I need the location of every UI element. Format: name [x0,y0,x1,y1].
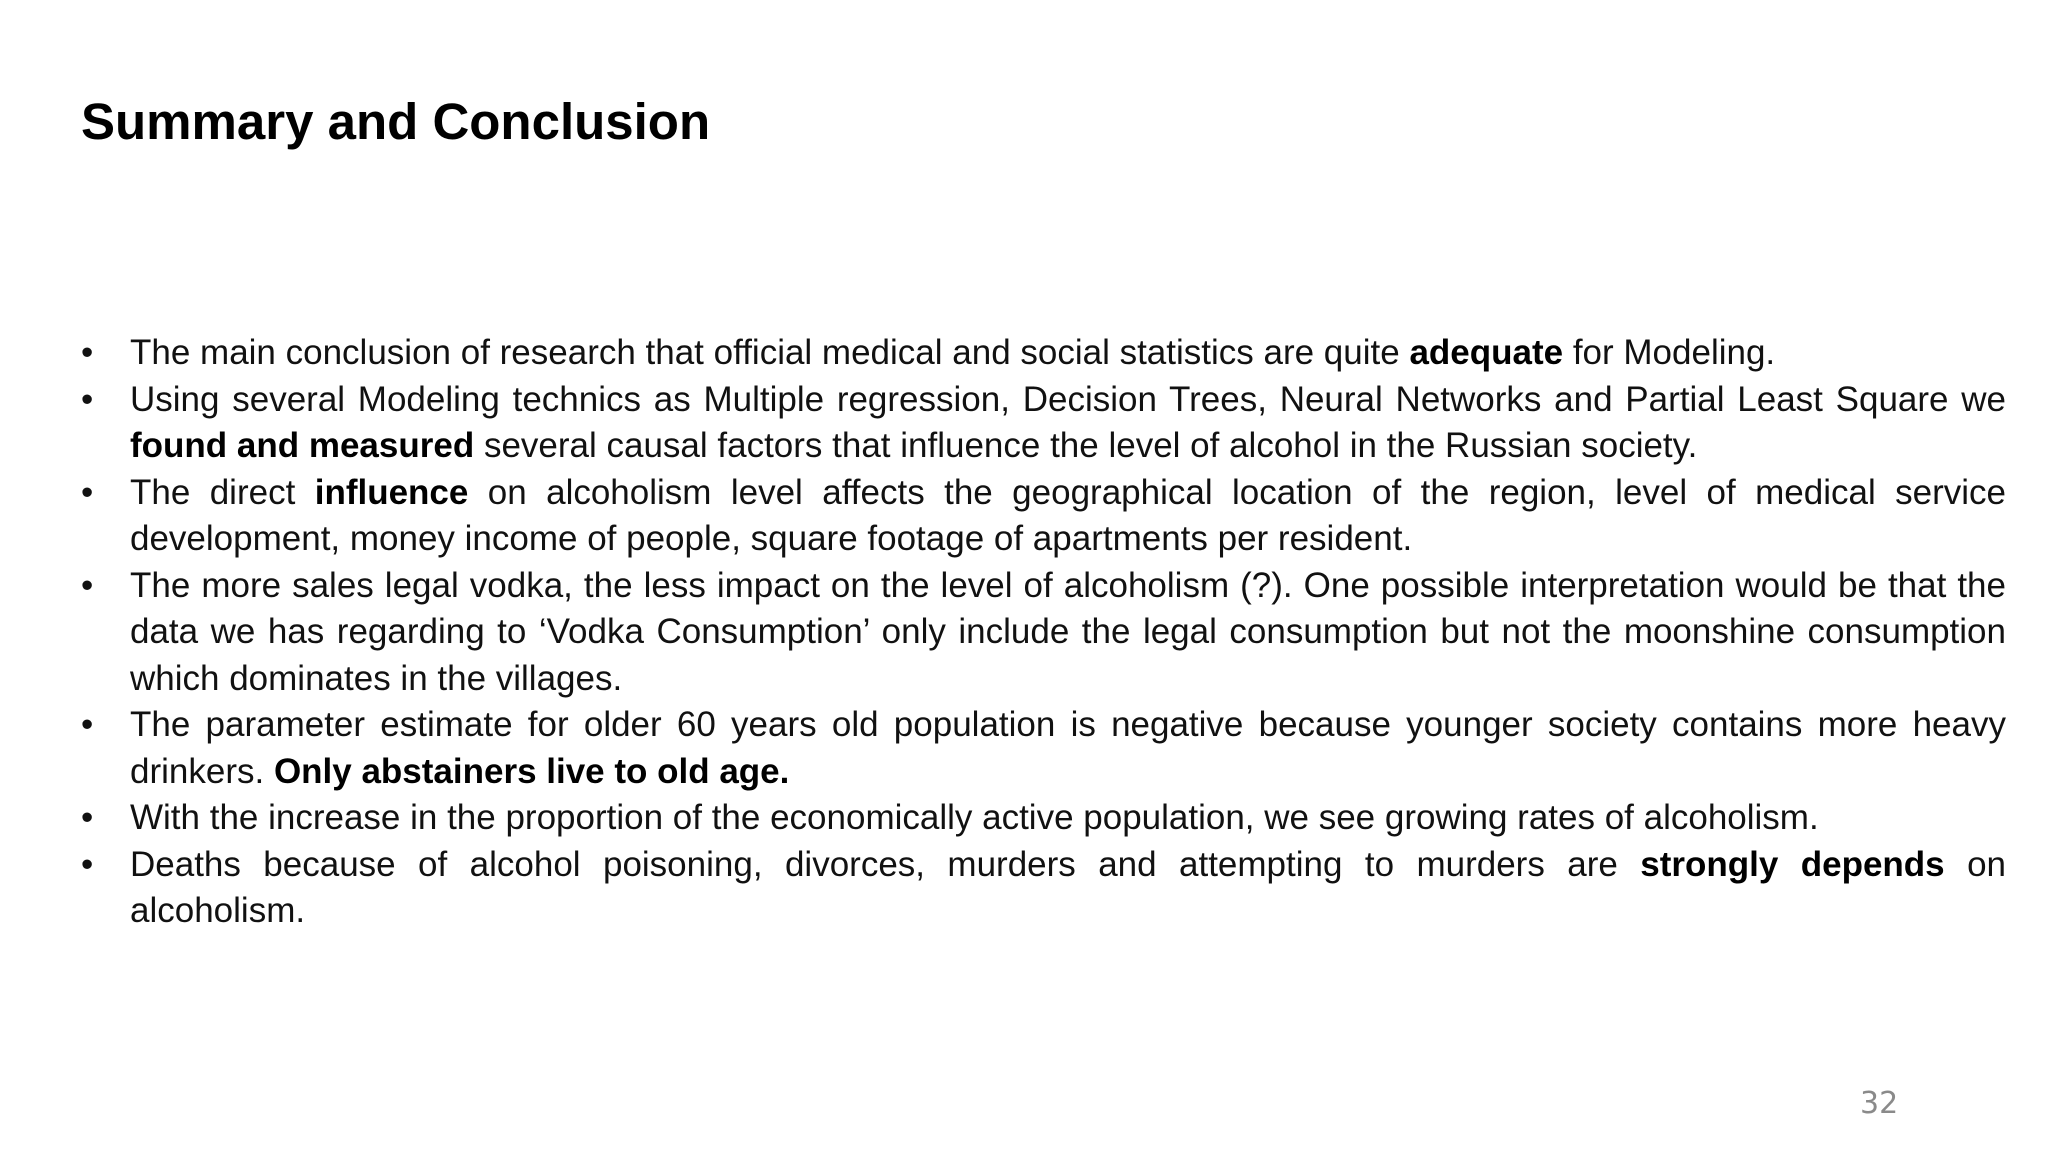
bullet-text-segment: for Modeling. [1563,333,1776,372]
bullet-item [81,470,2006,563]
bullet-text-segment: Deaths because of alcohol poisoning, divorces, murders and attempting to murders are [130,844,1641,884]
bullet-icon: • [81,379,94,419]
bullet-text-segment: on alcoholism. [130,844,2007,930]
bullet-text-segment: The more sales legal vodka, the less impact on the level of alcoholism (?). One possible interpretation would be that the data we has regarding to ‘Vodka Consumption’ only include the legal consumption but not the moonshine consumption which dominates in the villages. [130,565,2006,698]
bullet-icon: • [81,705,94,744]
slide-title: Summary and Conclusion [81,93,711,150]
bullet-item [81,702,2006,795]
bullet-list [81,330,2006,935]
bullet-item [81,563,2006,703]
bullet-bold-text: Only abstainers live to old age. [273,751,790,791]
bullet-icon: • [81,472,94,512]
bullet-item [81,795,2006,842]
bullet-text-segment: on alcoholism level affects the geographical location of the region, level of medical service development, money income of people, square footage of apartments per resident. [130,472,2006,558]
bullet-text-segment: With the increase in the proportion of the economically active population, we see growing rates of alcoholism. [130,798,1819,837]
bullet-icon: • [81,565,94,605]
bullet-text-segment: several causal factors that influence the level of alcohol in the Russian society. [474,426,1698,465]
bullet-bold-text: adequate [1409,333,1564,372]
bullet-text-segment: The main conclusion of research that official medical and social statistics are quite [130,333,1410,372]
bullet-bold-text: strongly depends [1640,844,1945,884]
bullet-item [81,842,2006,935]
bullet-icon: • [81,844,94,884]
bullet-icon: • [81,333,94,372]
bullet-text-segment: The direct [130,472,315,512]
bullet-bold-text: found and measured [130,426,475,465]
bullet-item [81,330,2006,377]
bullet-bold-text: influence [314,472,469,512]
bullet-text-segment: Using several Modeling technics as Multiple regression, Decision Trees, Neural Networks and Partial Least Square we [130,379,2006,419]
bullet-icon: • [81,798,94,837]
bullet-item [81,377,2006,470]
page-number: 32 [1860,1086,1899,1121]
bullet-text-segment: The parameter estimate for older 60 years old population is negative because younger society contains more heavy drinkers. [130,705,2006,791]
